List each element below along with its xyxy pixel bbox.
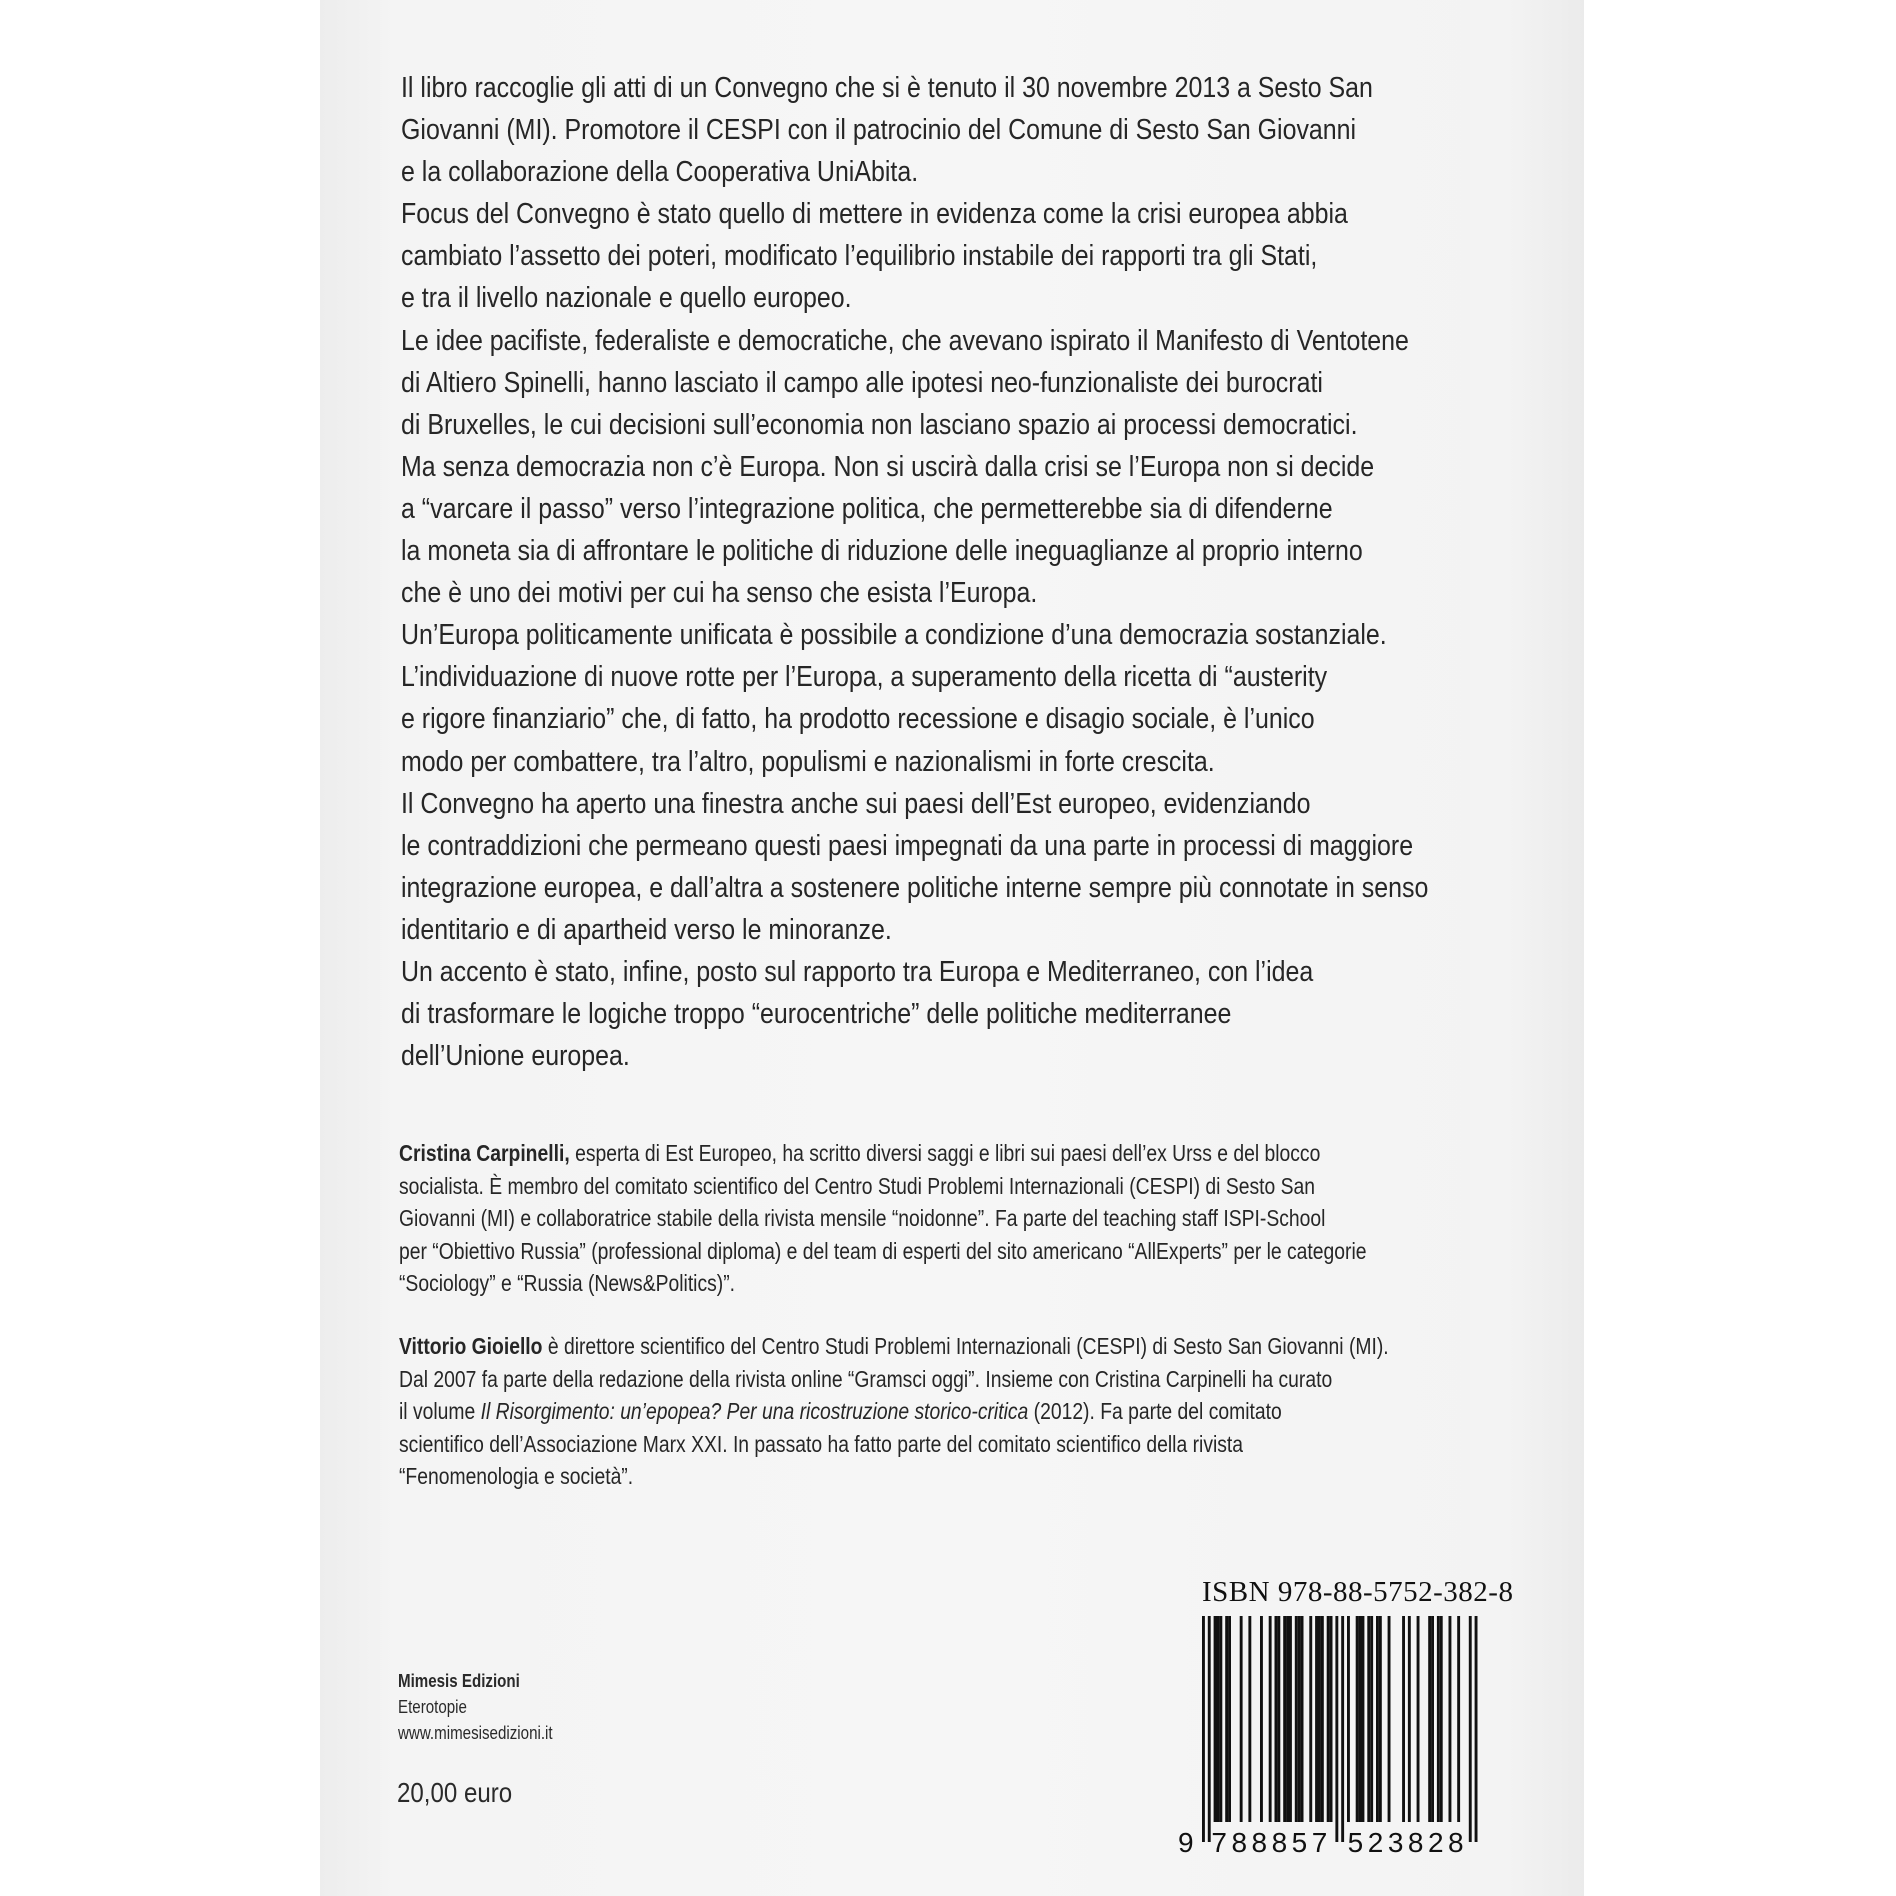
bio-line: socialista. È membro del comitato scientifico del Centro Studi Problemi Internazionali (CESPI) di Sesto San — [399, 1172, 1315, 1199]
barcode-bar — [1240, 1616, 1243, 1822]
barcode-digits: 523828 — [1347, 1827, 1469, 1858]
synopsis-line: la moneta sia di affrontare le politiche di riduzione delle ineguaglianze al proprio interno — [401, 535, 1363, 568]
bio-line: Giovanni (MI) e collaboratrice stabile della rivista mensile “noidonne”. Fa parte del teaching staff ISPI-School — [399, 1205, 1326, 1231]
barcode-bar — [1269, 1616, 1272, 1822]
author-bio-carpinelli — [399, 1137, 1483, 1300]
barcode-bar — [1318, 1616, 1321, 1822]
barcode-bar — [1457, 1616, 1460, 1822]
synopsis-line: di Bruxelles, le cui decisioni sull’economia non lasciano spazio ai processi democratici. — [401, 408, 1358, 441]
author-name: Cristina Carpinelli, — [399, 1140, 570, 1166]
bio-line: per “Obiettivo Russia” (professional diploma) e del team di esperti del sito americano “AllExperts” per le categorie — [399, 1237, 1367, 1264]
barcode-bar — [1225, 1616, 1228, 1822]
synopsis-line: Il libro raccoglie gli atti di un Convegno che si è tenuto il 30 novembre 2013 a Sesto San — [401, 72, 1373, 104]
barcode-bar — [1330, 1616, 1333, 1822]
bio-text: esperta di Est Europeo, ha scritto diversi saggi e libri sui paesi dell’ex Urss e del blocco — [569, 1140, 1321, 1166]
bio-line — [399, 1330, 1483, 1363]
synopsis-line: identitario e di apartheid verso le minoranze. — [401, 913, 892, 946]
barcode-bar — [1437, 1616, 1440, 1822]
barcode-bar — [1286, 1616, 1289, 1822]
barcode-bar — [1228, 1616, 1231, 1822]
bio-text: (2012). Fa parte del comitato — [1028, 1398, 1282, 1424]
barcode-bar — [1219, 1616, 1222, 1822]
barcode-bar — [1217, 1616, 1220, 1822]
barcode-bar — [1379, 1616, 1382, 1822]
barcode-bar — [1260, 1616, 1263, 1822]
synopsis-line: e la collaborazione della Cooperativa UniAbita. — [401, 156, 919, 189]
barcode-bar — [1275, 1616, 1278, 1822]
barcode-bar — [1202, 1616, 1205, 1842]
barcode-bar — [1359, 1616, 1362, 1822]
bio-line — [399, 1137, 1483, 1170]
isbn-barcode-block — [1168, 1576, 1514, 1886]
synopsis-line: di trasformare le logiche troppo “eurocentriche” delle politiche mediterranee — [401, 998, 1232, 1031]
bio-text: è direttore scientifico del Centro Studi Problemi Internazionali (CESPI) di Sesto San Giovanni (MI). — [542, 1333, 1389, 1359]
synopsis-line: Focus del Convegno è stato quello di mettere in evidenza come la crisi europea abbia — [401, 198, 1348, 231]
barcode — [1168, 1616, 1492, 1886]
barcode-bar — [1309, 1616, 1312, 1822]
barcode-bar — [1362, 1616, 1365, 1822]
barcode-bar — [1214, 1616, 1217, 1822]
barcode-bar — [1347, 1616, 1350, 1822]
author-bio-gioiello — [399, 1330, 1483, 1493]
barcode-bar — [1388, 1616, 1391, 1822]
book-title: Il Risorgimento: un’epopea? Per una ricostruzione storico-critica — [480, 1398, 1029, 1424]
synopsis — [401, 67, 1429, 1077]
isbn-label: ISBN 978-88-5752-382-8 — [1202, 1576, 1514, 1608]
barcode-bar — [1370, 1616, 1373, 1822]
barcode-bar — [1283, 1616, 1286, 1822]
bio-line — [399, 1395, 1483, 1428]
barcode-bar — [1469, 1616, 1472, 1842]
synopsis-line: Un’Europa politicamente unificata è possibile a condizione d’una democrazia sostanziale. — [401, 619, 1387, 652]
synopsis-line: e tra il livello nazionale e quello europeo. — [401, 282, 852, 315]
synopsis-line: Le idee pacifiste, federaliste e democratiche, che avevano ispirato il Manifesto di Ventotene — [401, 324, 1409, 357]
barcode-bar — [1440, 1616, 1443, 1822]
synopsis-line: e rigore finanziario” che, di fatto, ha prodotto recessione e disagio sociale, è l’unico — [401, 703, 1315, 736]
bio-text: il volume — [399, 1398, 481, 1424]
synopsis-line: L’individuazione di nuove rotte per l’Europa, a superamento della ricetta di “austerity — [401, 661, 1328, 694]
barcode-bar — [1408, 1616, 1411, 1822]
series-name: Eterotopie — [398, 1697, 467, 1717]
bio-line: scientifico dell’Associazione Marx XXI. In passato ha fatto parte del comitato scientifico della rivista — [399, 1430, 1244, 1457]
barcode-bar — [1335, 1616, 1338, 1842]
synopsis-line: Il Convegno ha aperto una finestra anche sui paesi dell’Est europeo, evidenziando — [401, 787, 1311, 820]
barcode-bar — [1376, 1616, 1379, 1822]
publisher-name: Mimesis Edizioni — [398, 1671, 520, 1691]
barcode-bar — [1431, 1616, 1434, 1822]
synopsis-line: modo per combattere, tra l’altro, populismi e nazionalismi in forte crescita. — [401, 745, 1215, 778]
synopsis-line: Giovanni (MI). Promotore il CESPI con il patrocinio del Comune di Sesto San Giovanni — [401, 114, 1357, 147]
synopsis-line: le contraddizioni che permeano questi paesi impegnati da una parte in processi di maggiore — [401, 829, 1414, 862]
barcode-bar — [1341, 1616, 1344, 1842]
barcode-digits: 788857 — [1211, 1827, 1332, 1858]
barcode-bar — [1356, 1616, 1359, 1822]
price: 20,00 euro — [397, 1777, 513, 1808]
barcode-bar — [1428, 1616, 1431, 1822]
barcode-bar — [1277, 1616, 1280, 1822]
publisher-info — [398, 1668, 553, 1746]
synopsis-line: che è uno dei motivi per cui ha senso che esista l’Europa. — [401, 577, 1038, 610]
publisher-website: www.mimesisedizioni.it — [398, 1723, 553, 1743]
bio-line: Dal 2007 fa parte della redazione della rivista online “Gramsci oggi”. Insieme con Cristina Carpinelli ha curato — [399, 1365, 1333, 1392]
barcode-bar — [1295, 1616, 1298, 1822]
barcode-bar — [1417, 1616, 1420, 1822]
synopsis-line: cambiato l’assetto dei poteri, modificato l’equilibrio instabile dei rapporti tra gli Stati, — [401, 240, 1318, 273]
barcode-bar — [1402, 1616, 1405, 1822]
barcode-bar — [1315, 1616, 1318, 1822]
synopsis-line: Un accento è stato, infine, posto sul rapporto tra Europa e Mediterraneo, con l’idea — [401, 955, 1314, 988]
barcode-bar — [1367, 1616, 1370, 1822]
barcode-digits: 9 — [1177, 1827, 1199, 1858]
barcode-bar — [1327, 1616, 1330, 1822]
synopsis-line: a “varcare il passo” verso l’integrazione politica, che permetterebbe sia di difenderne — [401, 492, 1333, 525]
synopsis-line: Ma senza democrazia non c’è Europa. Non si uscirà dalla crisi se l’Europa non si decide — [401, 450, 1375, 483]
barcode-bar — [1208, 1616, 1211, 1842]
barcode-bar — [1475, 1616, 1478, 1842]
bio-line: “Sociology” e “Russia (News&Politics)”. — [399, 1270, 736, 1296]
barcode-bar — [1298, 1616, 1301, 1822]
barcode-bar — [1321, 1616, 1324, 1822]
author-name: Vittorio Gioiello — [399, 1333, 543, 1359]
synopsis-line: di Altiero Spinelli, hanno lasciato il campo alle ipotesi neo-funzionaliste dei burocrati — [401, 366, 1323, 399]
synopsis-line: dell’Unione europea. — [401, 1040, 630, 1073]
barcode-bar — [1301, 1616, 1304, 1822]
barcode-bar — [1449, 1616, 1452, 1822]
barcode-bar — [1248, 1616, 1251, 1822]
bio-line: “Fenomenologia e società”. — [399, 1463, 634, 1489]
barcode-bar — [1289, 1616, 1292, 1822]
synopsis-line: integrazione europea, e dall’altra a sostenere politiche interne sempre più connotate in senso — [401, 871, 1429, 904]
